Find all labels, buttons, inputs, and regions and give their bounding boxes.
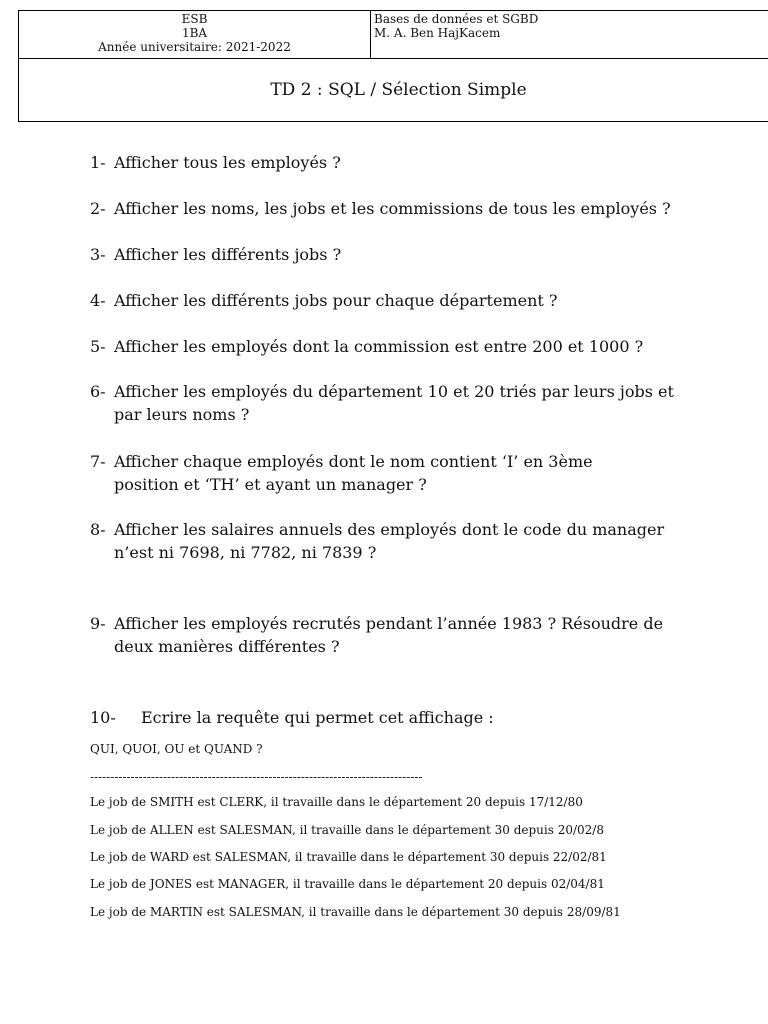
output-row: Le job de ALLEN est SALESMAN, il travaille dans le département 30 depuis 20/02/8 [90,823,604,837]
output-row: Le job de WARD est SALESMAN, il travaille dans le département 30 depuis 22/02/81 [90,850,607,864]
output-row: Le job de JONES est MANAGER, il travaille dans le département 20 depuis 02/04/81 [90,877,605,891]
question-number: 5- [90,337,106,356]
school-name: ESB [181,12,208,26]
question-text: Afficher chaque employés dont le nom contient ‘I’ en 3ème position et ‘TH’ et ayant un manager ? [114,452,593,494]
question-number: 6- [90,382,106,401]
question-text: Ecrire la requête qui permet cet affichage : [141,708,494,727]
header-school-cell [19,11,371,58]
question-text: Afficher les différents jobs pour chaque département ? [114,291,558,310]
question-6 [90,380,690,426]
academic-year: Année universitaire: 2021-2022 [98,40,291,54]
question-text: Afficher les différents jobs ? [114,245,342,264]
question-number: 10- [90,708,116,727]
question-8 [90,518,690,564]
question-text: Afficher les salaires annuels des employés dont le code du manager n’est ni 7698, ni 7782, ni 7839 ? [114,520,665,562]
class-level: 1BA [181,26,208,40]
question-10 [90,706,690,729]
question-number: 9- [90,614,106,633]
question-7 [90,450,690,496]
page-title: TD 2 : SQL / Sélection Simple [270,80,527,100]
question-text: Afficher les employés dont la commission est entre 200 et 1000 ? [114,337,644,356]
question-number: 1- [90,153,106,172]
question-number: 2- [90,199,106,218]
output-columns-line: QUI, QUOI, OU et QUAND ? [90,742,263,756]
question-text: Afficher les employés recrutés pendant l’année 1983 ? Résoudre de deux manières différentes ? [114,614,664,656]
course-name: Bases de données et SGBD [374,12,539,26]
question-2 [90,197,690,220]
header-course-cell [372,11,768,58]
question-number: 3- [90,245,106,264]
output-row: Le job de SMITH est CLERK, il travaille dans le département 20 depuis 17/12/80 [90,795,583,809]
question-number: 8- [90,520,106,539]
output-separator: ---------------------------------------------------------------------------------- [90,770,423,784]
question-text: Afficher les employés du département 10 et 20 triés par leurs jobs et par leurs noms ? [114,382,674,424]
header-table [18,10,768,122]
question-3 [90,243,690,266]
question-4 [90,289,690,312]
question-number: 4- [90,291,106,310]
question-number: 7- [90,452,106,471]
question-text: Afficher les noms, les jobs et les commissions de tous les employés ? [114,199,671,218]
header-row [19,11,768,59]
question-1 [90,151,690,174]
question-9 [90,612,690,658]
teacher-name: M. A. Ben HajKacem [374,26,501,40]
question-text: Afficher tous les employés ? [114,153,341,172]
question-5 [90,335,690,358]
output-row: Le job de MARTIN est SALESMAN, il travaille dans le département 30 depuis 28/09/81 [90,905,621,919]
